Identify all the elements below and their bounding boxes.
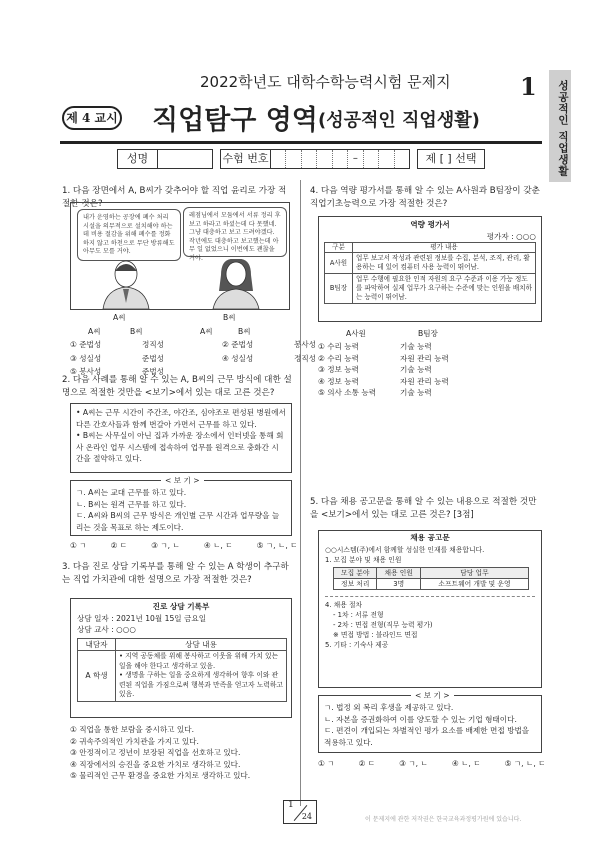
subject-subtitle: (성공적인 직업생활) [318,110,480,131]
q5-stem: 5. 다음 채용 공고문을 통해 알 수 있는 내용으로 적절한 것만을 <보기>에서 있는 대로 고른 것은? [3점] [310,497,537,520]
q3-option-3[interactable]: ③ 안정적이고 정년이 보장된 직업을 선호하고 있다. [70,748,241,757]
period-badge: 제 4 교시 [62,106,122,130]
current-page: 1 [288,800,294,810]
q1-people-illustration [71,259,291,309]
q4-option-5-b: 기술 능력 [400,388,432,397]
q5-notice-title: 채용 공고문 [410,533,450,542]
q5-section5: 5. 기타 : 기숙사 제공 [325,641,389,649]
exam-digit[interactable] [333,150,348,168]
exam-digit[interactable] [302,150,317,168]
q4-option-1[interactable]: ① 수리 능력 [318,342,359,351]
q2-case-a: • A씨는 근무 시간이 주간조, 야간조, 심야조로 편성된 병원에서 다른 간호사들과 함께 번갈아 가면서 근무를 하고 있다. [76,408,286,429]
q5-step1: - 1차 : 서류 전형 [333,611,384,619]
q4-option-3[interactable]: ③ 정보 능력 [318,365,359,374]
q1-stem: 1. 다음 장면에서 A, B씨가 갖추어야 할 직업 윤리로 가장 적절한 것은? [62,186,287,209]
q2-bogi-2: ㄴ. B씨는 원격 근무를 하고 있다. [76,499,187,509]
q4-option-2[interactable]: ② 수리 능력 [318,353,359,363]
q3-content: • 지역 공동체를 위해 봉사하고 이웃을 위해 가치 있는 일을 해야 한다고 생각하고 있음. • 생명을 구하는 일을 중요하게 생각하여 향후 이와 관련된 직업을 가짐으로써 행복과 만족을 얻고자 노력하고 있음. [116,651,287,702]
q5-notice-box [318,530,542,688]
q5-cell-duty: 소프트웨어 개발 및 운영 [420,579,528,590]
q1-option-2-b: 봉사성 [294,340,317,349]
q1-option-2[interactable]: ② 준법성 [222,340,254,349]
q1-col-a: A씨 [88,327,101,336]
exam-number-label: 수험 번호 [220,149,270,169]
q5-intro: ○○시스템(주)에서 함께할 성실한 인재를 채용합니다. [325,546,485,554]
q4-option-4-b: 자원 관리 능력 [400,376,449,386]
q3-client: A 학생 [78,651,116,702]
name-label: 성명 [117,149,157,169]
q4-option-2-b: 자원 관리 능력 [400,353,449,363]
q4-option-5[interactable]: ⑤ 의사 소통 능력 [318,388,377,397]
q5-cell-count: 3명 [377,579,420,590]
exam-number-field[interactable] [270,149,410,169]
q5-option-5[interactable]: ⑤ ㄱ, ㄴ, ㄷ [504,759,546,768]
q1-option-5[interactable]: ⑤ 봉사성 [70,367,102,376]
q4-evaluator: 평가자 : ○○○ [486,231,536,241]
q1-person-a-label: A씨 [113,313,126,322]
q3-option-2[interactable]: ② 귀속주의적인 가치관을 가지고 있다. [70,736,199,746]
q3-record-box [70,598,292,718]
name-field[interactable] [157,149,213,169]
q2-case-box [70,403,292,473]
q2-option-2[interactable]: ② ㄷ [110,541,128,550]
exam-digit[interactable] [379,150,394,168]
q3-stem: 3. 다음 진로 상담 기록부를 통해 알 수 있는 A 학생이 추구하는 직업 가치관에 대한 설명으로 가장 적절한 것은? [62,562,289,585]
column-divider [300,180,301,806]
q4-stem: 4. 다음 역량 평가서를 통해 알 수 있는 A사원과 B팀장이 갖춘 직업기초능력으로 가장 적절한 것은? [310,186,540,209]
q4-option-4[interactable]: ④ 정보 능력 [318,376,359,386]
q3-option-1[interactable]: ① 직업을 통한 보람을 중시하고 있다. [70,725,194,734]
q1-bubble-a: 내가 운영하는 공장에 폐수 처리 시설을 의무적으로 설치해야 하는데 비용 절감을 위해 폐수를 정화하지 않고 하천으로 무단 방류해도 아무도 모를 거야. [77,209,181,261]
q5-step2: - 2차 : 면접 전형(직무 능력 평가) [333,621,433,629]
q3-col-content: 상담 내용 [116,638,287,651]
q3-col-client: 내담자 [78,638,116,651]
q5-section1: 1. 모집 분야 및 채용 인원 [325,556,402,564]
q3-option-4[interactable]: ④ 직장에서의 승진을 중요한 가치로 생각하고 있다. [70,759,241,769]
q1-option-4-b: 정직성 [294,353,317,363]
page-number: 1 [520,72,537,101]
q5-options [318,758,545,770]
q5-option-2[interactable]: ② ㄷ [358,759,376,768]
q2-bogi-box [70,476,292,536]
q4-row-b: 업무 수행에 필요한 인적 자원의 요구 수준과 이용 가능 정도를 파악하여 실제 업무가 요구하는 수준에 맞는 인원을 배치하는 능력이 뛰어남. [353,274,536,304]
q5-bogi-title: < 보 기 > [411,690,454,702]
exam-digit[interactable] [395,150,409,168]
q2-stem: 2. 다음 사례를 통해 알 수 있는 A, B씨의 근무 방식에 대한 설명으로 적절한 것만을 <보기>에서 있는 대로 고른 것은? [62,375,292,398]
q4-form-table [324,242,536,304]
q4-col-group: 구분 [325,243,353,253]
q5-option-1[interactable]: ① ㄱ [318,759,335,768]
exam-dash: – [348,150,363,168]
page-counter [283,800,317,824]
q3-record-title: 진로 상담 기록부 [152,602,210,611]
exam-year-title: 2022학년도 대학수학능력시험 문제지 [200,73,451,91]
q2-bogi-1: ㄱ. A씨는 교대 근무를 하고 있다. [76,488,187,497]
q4-row-a-label: A사원 [325,253,353,274]
subject-title: 직업탐구 영역 [152,105,318,136]
q1-option-4[interactable]: ④ 성실성 [222,353,254,363]
q2-case-b: • B씨는 사무실이 아닌 집과 가까운 장소에서 인터넷을 통해 회사 온라인 업무 시스템에 접속하여 업무를 원격으로 충화간 시간을 절약하고 있다. [76,431,284,463]
q5-omission-divider [325,596,535,597]
q4-row-b-label: B팀장 [325,274,353,304]
q3-record-table [77,638,287,702]
q5-cell-field: 정보 처리 [334,579,377,590]
q4-form-box [318,216,542,322]
exam-digit[interactable] [286,150,301,168]
q1-option-1[interactable]: ① 준법성 [70,340,102,349]
q2-bogi-3: ㄷ. A씨와 B씨의 근무 방식은 개인별 근무 시간과 업무량을 늘리는 것을 목표로 하는 제도이다. [76,511,280,532]
q1-option-1-b: 정직성 [142,340,165,349]
q2-options [70,540,297,552]
q1-option-3[interactable]: ③ 성실성 [70,353,102,363]
q3-option-5[interactable]: ⑤ 물리적인 근무 환경을 중요한 가치로 생각하고 있다. [70,771,251,780]
q5-recruit-table [333,567,529,590]
q1-person-b-label: B씨 [223,313,236,322]
exam-digit[interactable] [364,150,379,168]
q1-col-b-2: B씨 [238,327,251,336]
q5-bogi-2: ㄴ. 자본을 증권화하여 이를 양도할 수 있는 기업 형태이다. [324,714,517,724]
q5-bogi-box [318,691,542,753]
q5-head-count: 채용 인원 [377,568,420,579]
q5-head-field: 모집 분야 [334,568,377,579]
q2-bogi-title: < 보 기 > [161,475,204,487]
q4-col-a: A사원 [346,329,366,338]
q5-section4: 4. 채용 절차 [325,601,363,609]
q1-illustration [70,202,290,310]
q5-option-3[interactable]: ③ ㄱ, ㄴ [399,759,428,768]
q5-bogi-3: ㄷ. 편견이 개입되는 차별적인 평가 요소를 배제한 면접 방법을 적용하고 있다. [324,726,530,747]
q4-option-1-b: 기술 능력 [400,342,432,351]
q1-option-3-b: 준법성 [142,353,165,363]
exam-digit[interactable] [271,150,286,168]
q5-bogi-1: ㄱ. 법정 외 복리 후생을 제공하고 있다. [324,703,454,712]
person-b-figure [213,259,259,309]
q1-option-5-b: 준법성 [142,367,165,376]
q3-teacher: 상담 교사 : ○○○ [77,625,137,634]
q2-option-1[interactable]: ① ㄱ [70,541,87,550]
q5-step3: ※ 면접 방법 : 블라인드 면접 [333,631,418,639]
q3-options [70,724,294,782]
q4-col-content: 평가 내용 [353,243,536,253]
total-pages: 24 [301,812,312,821]
selection-box[interactable]: 제 [ ] 선택 [417,149,485,169]
exam-digit[interactable] [317,150,332,168]
q4-form-title: 역량 평가서 [410,220,450,229]
q2-option-5[interactable]: ⑤ ㄱ, ㄴ, ㄷ [256,541,298,550]
header-rule [60,141,542,144]
q1-col-b: B씨 [130,327,143,336]
q4-option-3-b: 기술 능력 [400,365,432,374]
q5-head-duty: 담당 업무 [420,568,528,579]
q5-option-4[interactable]: ④ ㄴ, ㄷ [451,759,481,768]
q2-option-3[interactable]: ③ ㄱ, ㄴ [151,541,180,550]
q4-options [318,341,518,399]
subject-side-tab: 성공적인 직업생활 [549,70,571,182]
q1-bubble-b: 레점님에서 모둠에서 서류 정리 후 보고 하라고 하셨는데 다 못했네. 그냥 대충하고 보고 드려야겠다. 작년에도 대충하고 보고했는데 아무 일 없었으니 이번에도 괜찮을 거야. [183,207,287,257]
q4-row-a: 업무 보고서 작성과 관련된 정보를 수집, 분석, 조직, 관리, 활용하는 데 있어 컴퓨터 사용 능력이 뛰어남. [353,253,536,274]
q1-col-a-2: A씨 [200,327,213,336]
copyright-notice: 이 문제지에 관한 저작권은 한국교육과정평가원에 있습니다. [365,816,522,823]
q3-date: 상담 일자 : 2021년 10월 15일 금요일 [77,613,207,623]
q4-col-b: B팀장 [418,329,438,338]
q2-option-4[interactable]: ④ ㄴ, ㄷ [203,541,233,550]
person-a-figure [103,261,149,309]
